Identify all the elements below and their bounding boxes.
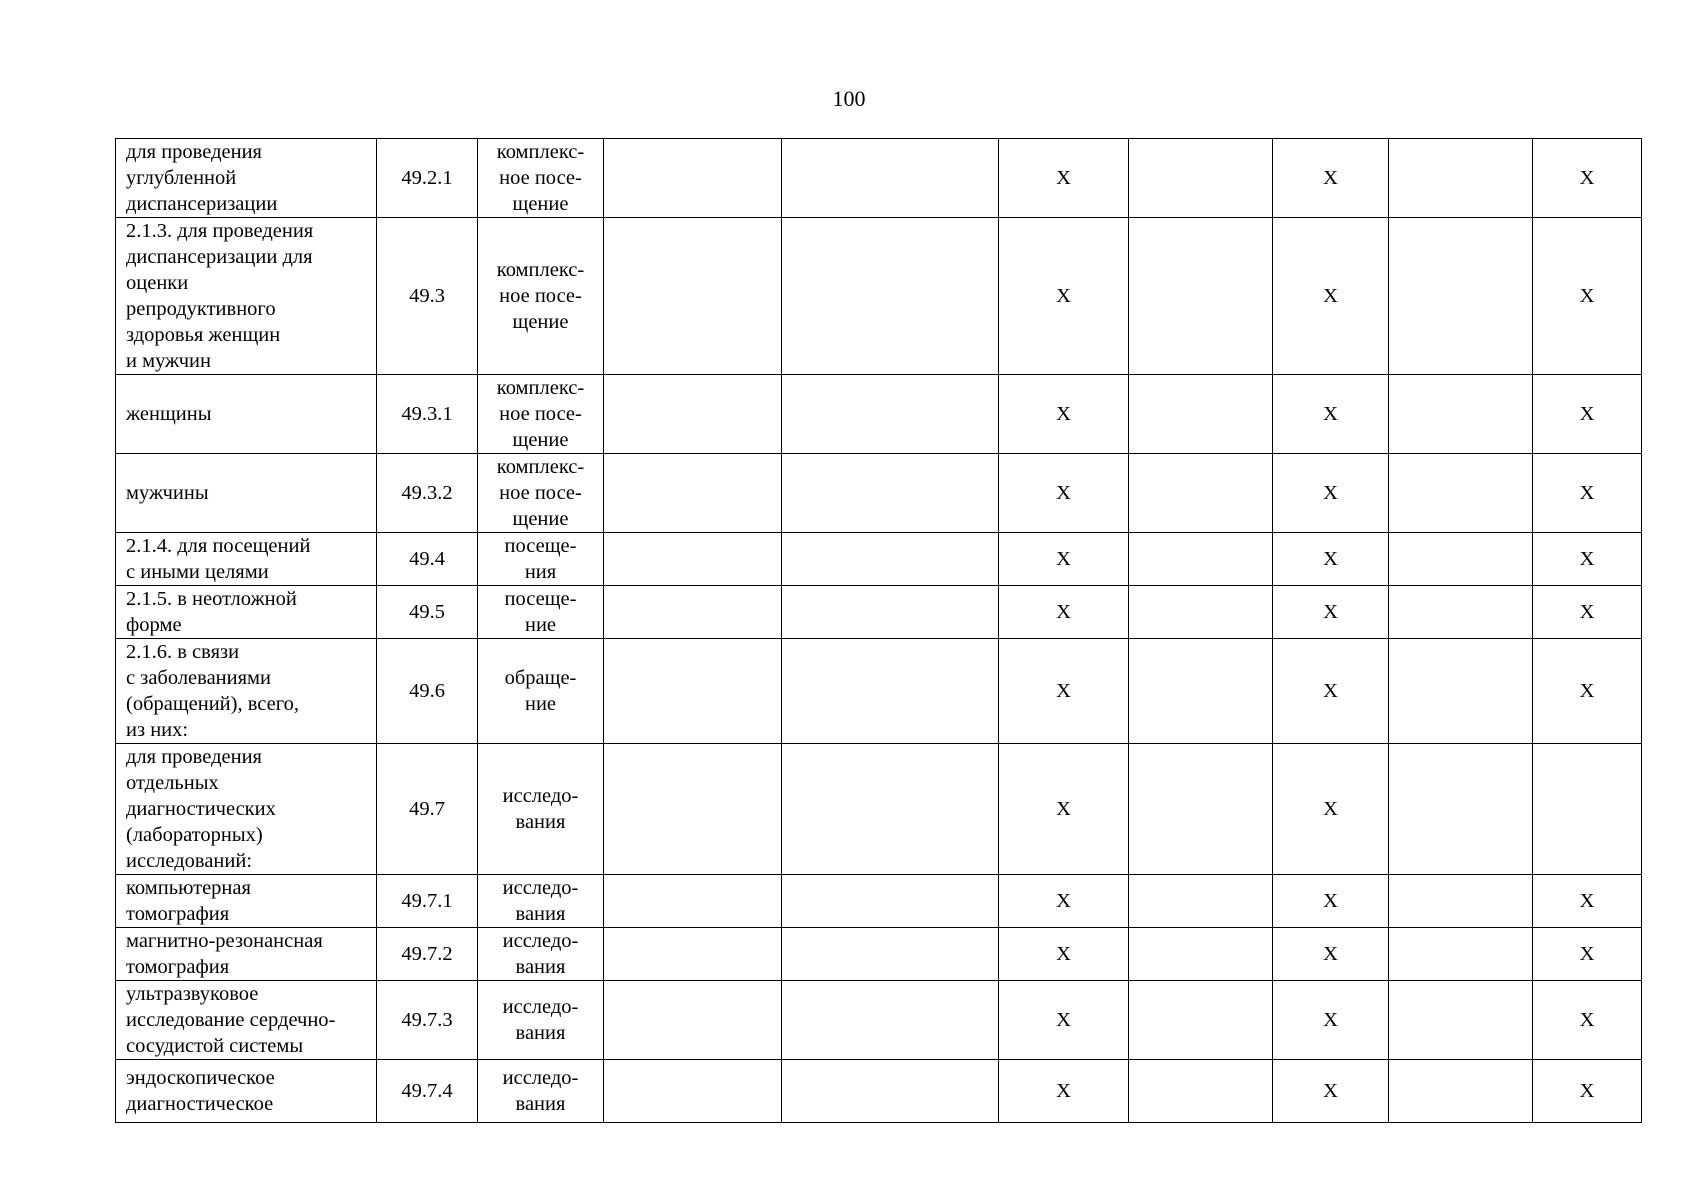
- row-code-cell: 49.7.1: [377, 875, 478, 928]
- empty-cell: [604, 586, 782, 639]
- row-code-cell: 49.5: [377, 586, 478, 639]
- x-mark-cell: X: [1533, 639, 1642, 744]
- empty-cell: [604, 533, 782, 586]
- empty-cell: [1129, 928, 1273, 981]
- row-unit-cell: исследо- вания: [478, 928, 604, 981]
- x-mark-cell: X: [1533, 218, 1642, 375]
- empty-cell: [782, 875, 999, 928]
- x-mark-cell: X: [999, 1060, 1129, 1123]
- empty-cell: [1389, 875, 1533, 928]
- empty-cell: [604, 928, 782, 981]
- empty-cell: [782, 744, 999, 875]
- empty-cell: [1389, 218, 1533, 375]
- table-row: [116, 139, 1642, 218]
- x-mark-cell: X: [999, 639, 1129, 744]
- x-mark-cell: X: [999, 454, 1129, 533]
- row-code-cell: 49.7.3: [377, 981, 478, 1060]
- data-table: [115, 138, 1642, 1123]
- empty-cell: [1389, 1060, 1533, 1123]
- empty-cell: [1129, 744, 1273, 875]
- table-row: [116, 454, 1642, 533]
- x-mark-cell: X: [999, 928, 1129, 981]
- empty-cell: [782, 218, 999, 375]
- row-name-cell: мужчины: [116, 454, 377, 533]
- empty-cell: [604, 639, 782, 744]
- row-code-cell: 49.7: [377, 744, 478, 875]
- row-code-cell: 49.3.1: [377, 375, 478, 454]
- empty-cell: [782, 375, 999, 454]
- table-row: [116, 928, 1642, 981]
- table-row: [116, 639, 1642, 744]
- row-unit-cell: исследо- вания: [478, 1060, 604, 1123]
- table-body: [116, 139, 1642, 1123]
- x-mark-cell: X: [1273, 875, 1389, 928]
- empty-cell: [782, 928, 999, 981]
- empty-cell: [1389, 981, 1533, 1060]
- row-code-cell: 49.6: [377, 639, 478, 744]
- x-mark-cell: X: [1273, 586, 1389, 639]
- row-unit-cell: комплекс- ное посе- щение: [478, 375, 604, 454]
- row-unit-cell: комплекс- ное посе- щение: [478, 139, 604, 218]
- row-unit-cell: исследо- вания: [478, 744, 604, 875]
- empty-cell: [1129, 875, 1273, 928]
- row-name-cell: для проведения отдельных диагностических (лабораторных) исследований:: [116, 744, 377, 875]
- x-mark-cell: X: [1533, 875, 1642, 928]
- table-row: [116, 744, 1642, 875]
- table-row: [116, 875, 1642, 928]
- table-row: [116, 375, 1642, 454]
- row-code-cell: 49.3.2: [377, 454, 478, 533]
- empty-cell: [782, 533, 999, 586]
- table-row: [116, 218, 1642, 375]
- empty-cell: [782, 1060, 999, 1123]
- x-mark-cell: X: [1533, 375, 1642, 454]
- row-name-cell: женщины: [116, 375, 377, 454]
- row-name-cell: магнитно-резонансная томография: [116, 928, 377, 981]
- x-mark-cell: X: [1533, 586, 1642, 639]
- x-mark-cell: [1533, 744, 1642, 875]
- empty-cell: [1129, 533, 1273, 586]
- empty-cell: [1389, 928, 1533, 981]
- empty-cell: [1129, 454, 1273, 533]
- row-code-cell: 49.4: [377, 533, 478, 586]
- x-mark-cell: X: [1533, 533, 1642, 586]
- row-unit-cell: комплекс- ное посе- щение: [478, 454, 604, 533]
- x-mark-cell: X: [999, 744, 1129, 875]
- empty-cell: [1389, 375, 1533, 454]
- empty-cell: [1389, 586, 1533, 639]
- empty-cell: [604, 981, 782, 1060]
- empty-cell: [604, 375, 782, 454]
- empty-cell: [782, 586, 999, 639]
- empty-cell: [1129, 981, 1273, 1060]
- x-mark-cell: X: [1273, 139, 1389, 218]
- row-code-cell: 49.7.4: [377, 1060, 478, 1123]
- empty-cell: [1129, 139, 1273, 218]
- table-row: [116, 533, 1642, 586]
- x-mark-cell: X: [999, 533, 1129, 586]
- row-name-cell: 2.1.6. в связи с заболеваниями (обращений), всего, из них:: [116, 639, 377, 744]
- row-unit-cell: комплекс- ное посе- щение: [478, 218, 604, 375]
- row-unit-cell: посеще- ние: [478, 586, 604, 639]
- empty-cell: [604, 139, 782, 218]
- x-mark-cell: X: [1273, 454, 1389, 533]
- row-unit-cell: посеще- ния: [478, 533, 604, 586]
- row-name-cell: ультразвуковое исследование сердечно- сосудистой системы: [116, 981, 377, 1060]
- x-mark-cell: X: [999, 139, 1129, 218]
- row-name-cell: для проведения углубленной диспансеризации: [116, 139, 377, 218]
- empty-cell: [604, 454, 782, 533]
- empty-cell: [782, 139, 999, 218]
- table-row: [116, 1060, 1642, 1123]
- x-mark-cell: X: [999, 218, 1129, 375]
- empty-cell: [1389, 454, 1533, 533]
- row-code-cell: 49.3: [377, 218, 478, 375]
- row-name-cell: компьютерная томография: [116, 875, 377, 928]
- table-row: [116, 586, 1642, 639]
- x-mark-cell: X: [1533, 928, 1642, 981]
- x-mark-cell: X: [999, 375, 1129, 454]
- empty-cell: [604, 744, 782, 875]
- empty-cell: [604, 875, 782, 928]
- x-mark-cell: X: [1273, 218, 1389, 375]
- x-mark-cell: X: [1273, 639, 1389, 744]
- x-mark-cell: X: [1533, 1060, 1642, 1123]
- row-name-cell: эндоскопическое диагностическое: [116, 1060, 377, 1123]
- empty-cell: [782, 454, 999, 533]
- empty-cell: [1129, 586, 1273, 639]
- empty-cell: [1129, 639, 1273, 744]
- x-mark-cell: X: [1533, 139, 1642, 218]
- x-mark-cell: X: [999, 981, 1129, 1060]
- row-unit-cell: исследо- вания: [478, 875, 604, 928]
- row-code-cell: 49.2.1: [377, 139, 478, 218]
- page-number: 100: [832, 86, 866, 111]
- table-row: [116, 981, 1642, 1060]
- empty-cell: [604, 1060, 782, 1123]
- empty-cell: [1129, 1060, 1273, 1123]
- x-mark-cell: X: [1273, 744, 1389, 875]
- empty-cell: [1389, 639, 1533, 744]
- row-name-cell: 2.1.3. для проведения диспансеризации для оценки репродуктивного здоровья женщин и мужчин: [116, 218, 377, 375]
- empty-cell: [782, 981, 999, 1060]
- empty-cell: [604, 218, 782, 375]
- x-mark-cell: X: [999, 875, 1129, 928]
- row-code-cell: 49.7.2: [377, 928, 478, 981]
- x-mark-cell: X: [999, 586, 1129, 639]
- row-name-cell: 2.1.4. для посещений с иными целями: [116, 533, 377, 586]
- empty-cell: [1129, 375, 1273, 454]
- empty-cell: [1389, 139, 1533, 218]
- x-mark-cell: X: [1273, 928, 1389, 981]
- row-unit-cell: исследо- вания: [478, 981, 604, 1060]
- empty-cell: [1389, 744, 1533, 875]
- x-mark-cell: X: [1273, 1060, 1389, 1123]
- x-mark-cell: X: [1273, 533, 1389, 586]
- x-mark-cell: X: [1273, 981, 1389, 1060]
- row-name-cell: 2.1.5. в неотложной форме: [116, 586, 377, 639]
- row-unit-cell: обраще- ние: [478, 639, 604, 744]
- empty-cell: [1389, 533, 1533, 586]
- empty-cell: [1129, 218, 1273, 375]
- x-mark-cell: X: [1533, 454, 1642, 533]
- empty-cell: [782, 639, 999, 744]
- x-mark-cell: X: [1533, 981, 1642, 1060]
- x-mark-cell: X: [1273, 375, 1389, 454]
